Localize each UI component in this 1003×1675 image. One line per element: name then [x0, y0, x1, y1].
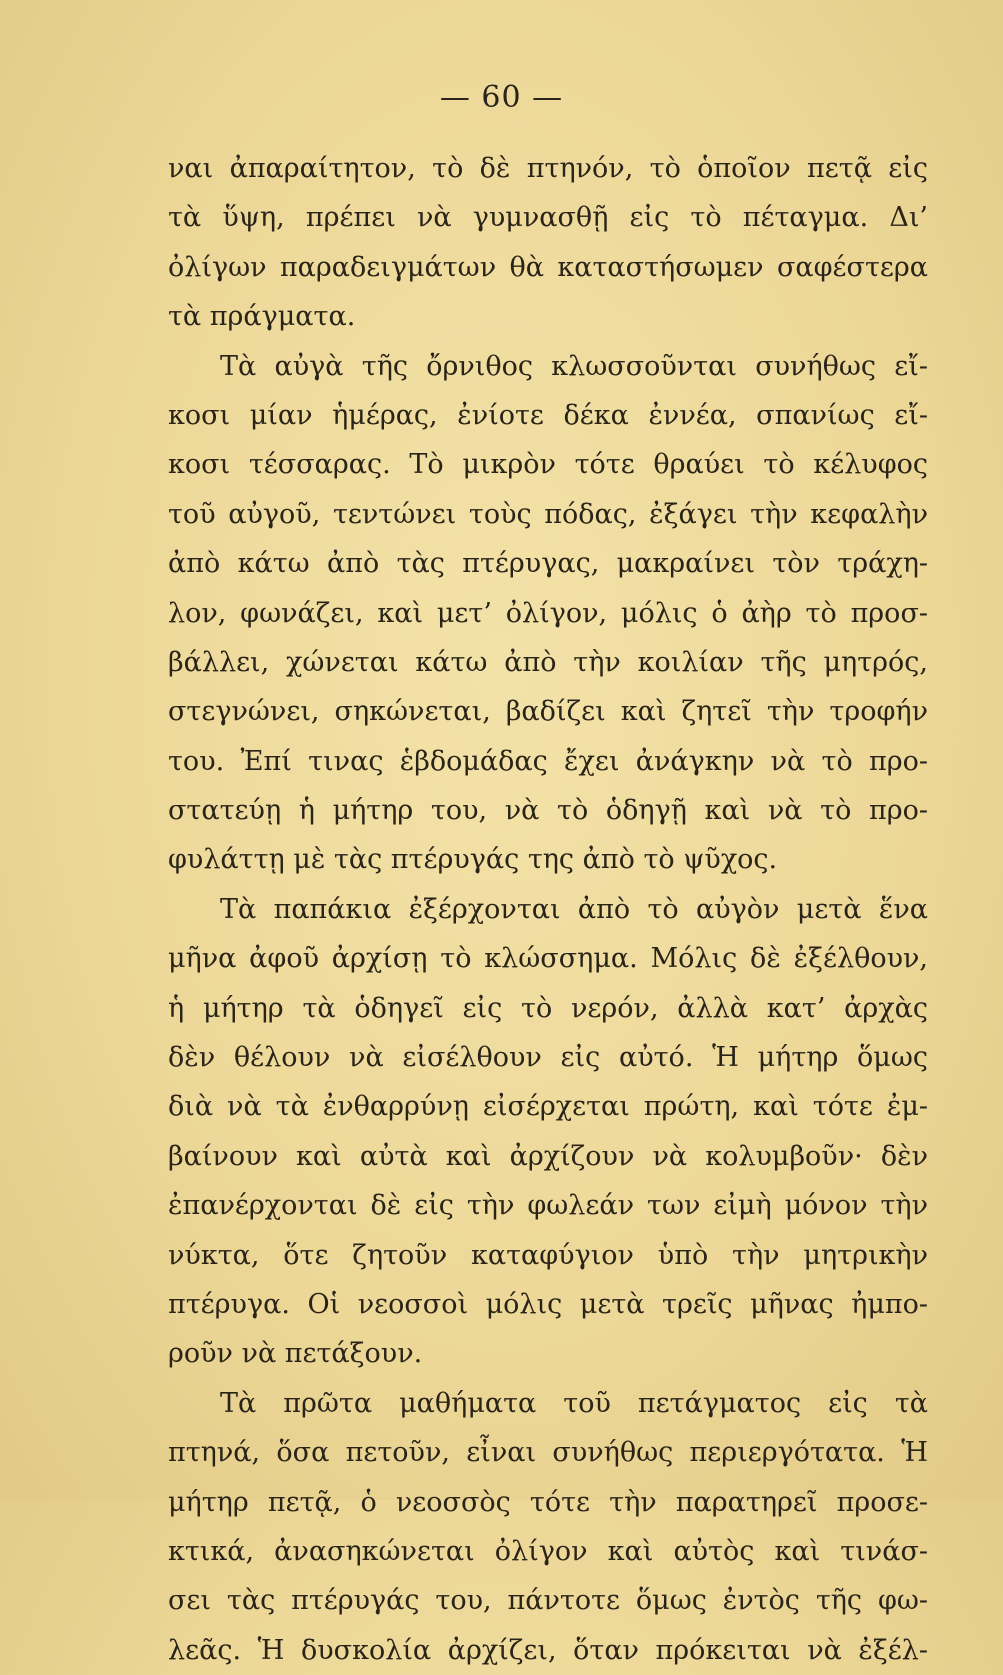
- text-line: τὰ πράγματα.: [168, 301, 356, 333]
- text-line: φυλάττῃ μὲ τὰς πτέρυγάς της ἀπὸ τὸ ψῦχος.: [168, 844, 778, 876]
- text-line: λεᾶς. Ἡ δυσκολία ἀρχίζει, ὅταν πρόκειται νὰ ἐξέλ-: [168, 1634, 928, 1666]
- text-line: Τὰ πρῶτα μαθήματα τοῦ πετάγματος εἰς τὰ: [220, 1387, 928, 1419]
- text-line: ἡ μήτηρ τὰ ὁδηγεῖ εἰς τὸ νερόν, ἀλλὰ κατ’ ἀρχὰς: [168, 992, 928, 1024]
- text-line: κοσι μίαν ἡμέρας, ἐνίοτε δέκα ἐννέα, σπανίως εἴ-: [168, 399, 928, 431]
- text-line: βάλλει, χώνεται κάτω ἀπὸ τὴν κοιλίαν τῆς μητρός,: [168, 646, 928, 678]
- text-line: ὀλίγων παραδειγμάτων θὰ καταστήσωμεν σαφέστερα: [168, 251, 928, 283]
- text-line: δὲν θέλουν νὰ εἰσέλθουν εἰς αὐτό. Ἡ μήτηρ ὅμως: [168, 1042, 928, 1074]
- text-line: ροῦν νὰ πετάξουν.: [168, 1338, 423, 1370]
- text-line: τοῦ αὐγοῦ, τεντώνει τοὺς πόδας, ἐξάγει τὴν κεφαλὴν: [168, 498, 928, 530]
- text-line: κτικά, ἀνασηκώνεται ὀλίγον καὶ αὐτὸς καὶ τινάσ-: [168, 1535, 928, 1567]
- text-line: διὰ νὰ τὰ ἐνθαρρύνῃ εἰσέρχεται πρώτη, καὶ τότε ἐμ-: [168, 1091, 928, 1123]
- text-line: πτηνά, ὅσα πετοῦν, εἶναι συνήθως περιεργότατα. Ἡ: [168, 1437, 928, 1469]
- page-number: — 60 —: [439, 80, 564, 115]
- text-line: λον, φωνάζει, καὶ μετ’ ὀλίγον, μόλις ὁ ἀὴρ τὸ προσ-: [168, 597, 928, 629]
- text-line: Τὰ αὐγὰ τῆς ὄρνιθος κλωσσοῦνται συνήθως εἴ-: [220, 350, 928, 382]
- text-line: νύκτα, ὅτε ζητοῦν καταφύγιον ὑπὸ τὴν μητρικὴν: [168, 1239, 928, 1271]
- text-line: στεγνώνει, σηκώνεται, βαδίζει καὶ ζητεῖ τὴν τροφήν: [168, 696, 928, 728]
- text-line: πτέρυγα. Οἱ νεοσσοὶ μόλις μετὰ τρεῖς μῆνας ἠμπο-: [168, 1288, 928, 1320]
- text-line: μῆνα ἀφοῦ ἀρχίσῃ τὸ κλώσσημα. Μόλις δὲ ἐξέλθουν,: [168, 943, 928, 975]
- text-line: ἀπὸ κάτω ἀπὸ τὰς πτέρυγας, μακραίνει τὸν τράχη-: [168, 548, 928, 580]
- body-text: [168, 144, 928, 1675]
- text-line: μήτηρ πετᾷ, ὁ νεοσσὸς τότε τὴν παρατηρεῖ προσε-: [168, 1486, 928, 1518]
- text-line: σει τὰς πτέρυγάς του, πάντοτε ὅμως ἐντὸς τῆς φω-: [168, 1585, 928, 1617]
- text-line: κοσι τέσσαρας. Τὸ μικρὸν τότε θραύει τὸ κέλυφος: [168, 449, 928, 481]
- text-line: βαίνουν καὶ αὐτὰ καὶ ἀρχίζουν νὰ κολυμβοῦν· δὲν: [168, 1140, 928, 1172]
- text-line: στατεύῃ ἡ μήτηρ του, νὰ τὸ ὁδηγῇ καὶ νὰ τὸ προ-: [168, 795, 928, 827]
- text-line: τὰ ὕψη, πρέπει νὰ γυμνασθῇ εἰς τὸ πέταγμα. Δι’: [168, 202, 928, 234]
- text-line: Τὰ παπάκια ἐξέρχονται ἀπὸ τὸ αὐγὸν μετὰ ἕνα: [220, 893, 928, 925]
- text-line: ἐπανέρχονται δὲ εἰς τὴν φωλεάν των εἰμὴ μόνον τὴν: [168, 1190, 928, 1222]
- text-line: ναι ἀπαραίτητον, τὸ δὲ πτηνόν, τὸ ὁποῖον πετᾷ εἰς: [168, 153, 928, 184]
- text-line: του. Ἐπί τινας ἑβδομάδας ἔχει ἀνάγκην νὰ τὸ προ-: [168, 745, 928, 777]
